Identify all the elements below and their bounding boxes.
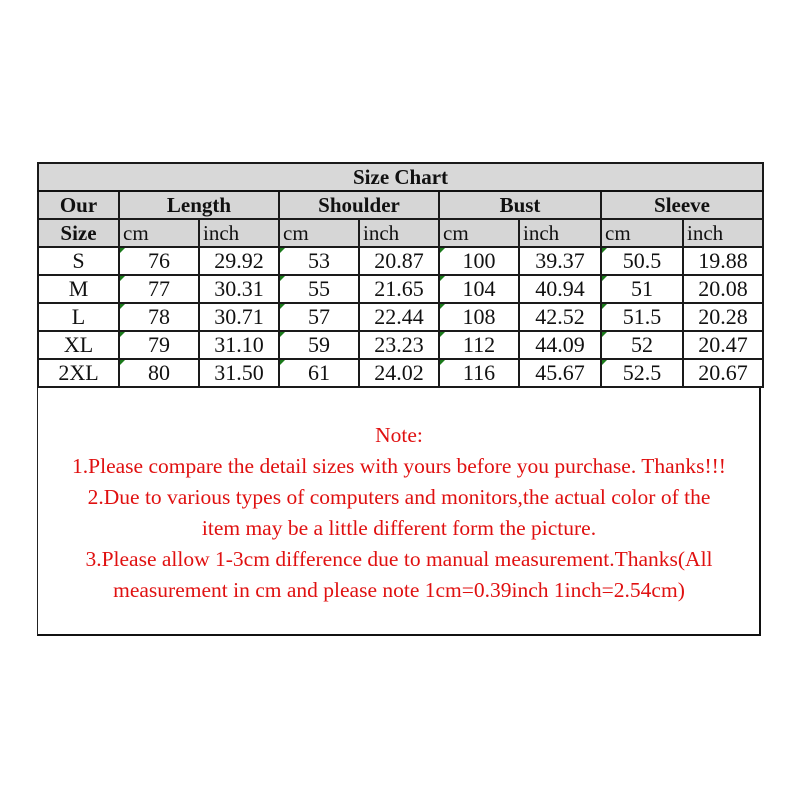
table-row [38, 275, 763, 303]
value-cell: 77 [119, 275, 199, 303]
value-cell: 23.23 [359, 331, 439, 359]
value-cell: 21.65 [359, 275, 439, 303]
value-cell: 57 [279, 303, 359, 331]
value-cell: 52 [601, 331, 683, 359]
value-cell: 51.5 [601, 303, 683, 331]
group-sleeve: Sleeve [601, 191, 763, 219]
table-row [38, 359, 763, 387]
note-line: item may be a little different form the picture. [201, 516, 597, 540]
note-line: measurement in cm and please note 1cm=0.39inch 1inch=2.54cm) [113, 578, 685, 602]
size-chart-table [37, 162, 764, 388]
unit-cm-header: cm [439, 219, 519, 247]
value-cell: 59 [279, 331, 359, 359]
value-cell: 79 [119, 331, 199, 359]
size-header-1: Our [38, 191, 119, 219]
note-heading: Note: [375, 423, 423, 447]
value-cell: 24.02 [359, 359, 439, 387]
note-line: 2.Due to various types of computers and monitors,the actual color of the [87, 485, 711, 509]
size-cell: 2XL [38, 359, 119, 387]
group-bust: Bust [439, 191, 601, 219]
value-cell: 76 [119, 247, 199, 275]
unit-cm-header: cm [119, 219, 199, 247]
value-cell: 104 [439, 275, 519, 303]
value-cell: 116 [439, 359, 519, 387]
value-cell: 31.10 [199, 331, 279, 359]
value-cell: 29.92 [199, 247, 279, 275]
value-cell: 20.67 [683, 359, 763, 387]
value-cell: 19.88 [683, 247, 763, 275]
unit-cm-header: cm [601, 219, 683, 247]
value-cell: 45.67 [519, 359, 601, 387]
size-cell: M [38, 275, 119, 303]
value-cell: 50.5 [601, 247, 683, 275]
note-line: 3.Please allow 1-3cm difference due to manual measurement.Thanks(All [85, 547, 713, 571]
unit-inch-header: inch [359, 219, 439, 247]
value-cell: 108 [439, 303, 519, 331]
value-cell: 80 [119, 359, 199, 387]
value-cell: 61 [279, 359, 359, 387]
value-cell: 22.44 [359, 303, 439, 331]
note-line: 1.Please compare the detail sizes with yours before you purchase. Thanks!!! [72, 454, 726, 478]
unit-inch-header: inch [683, 219, 763, 247]
size-cell: S [38, 247, 119, 275]
value-cell: 44.09 [519, 331, 601, 359]
value-cell: 78 [119, 303, 199, 331]
value-cell: 39.37 [519, 247, 601, 275]
note-block [37, 420, 761, 606]
value-cell: 20.28 [683, 303, 763, 331]
table-row [38, 247, 763, 275]
table-row [38, 331, 763, 359]
chart-title: Size Chart [38, 163, 763, 191]
value-cell: 31.50 [199, 359, 279, 387]
group-length: Length [119, 191, 279, 219]
value-cell: 100 [439, 247, 519, 275]
unit-cm-header: cm [279, 219, 359, 247]
group-shoulder: Shoulder [279, 191, 439, 219]
value-cell: 30.71 [199, 303, 279, 331]
table-row [38, 303, 763, 331]
value-cell: 40.94 [519, 275, 601, 303]
unit-inch-header: inch [199, 219, 279, 247]
value-cell: 52.5 [601, 359, 683, 387]
value-cell: 42.52 [519, 303, 601, 331]
unit-inch-header: inch [519, 219, 601, 247]
size-cell: L [38, 303, 119, 331]
value-cell: 112 [439, 331, 519, 359]
size-cell: XL [38, 331, 119, 359]
value-cell: 51 [601, 275, 683, 303]
value-cell: 20.08 [683, 275, 763, 303]
value-cell: 55 [279, 275, 359, 303]
value-cell: 20.87 [359, 247, 439, 275]
value-cell: 20.47 [683, 331, 763, 359]
value-cell: 30.31 [199, 275, 279, 303]
value-cell: 53 [279, 247, 359, 275]
table-body [38, 247, 763, 387]
size-header-2: Size [38, 219, 119, 247]
